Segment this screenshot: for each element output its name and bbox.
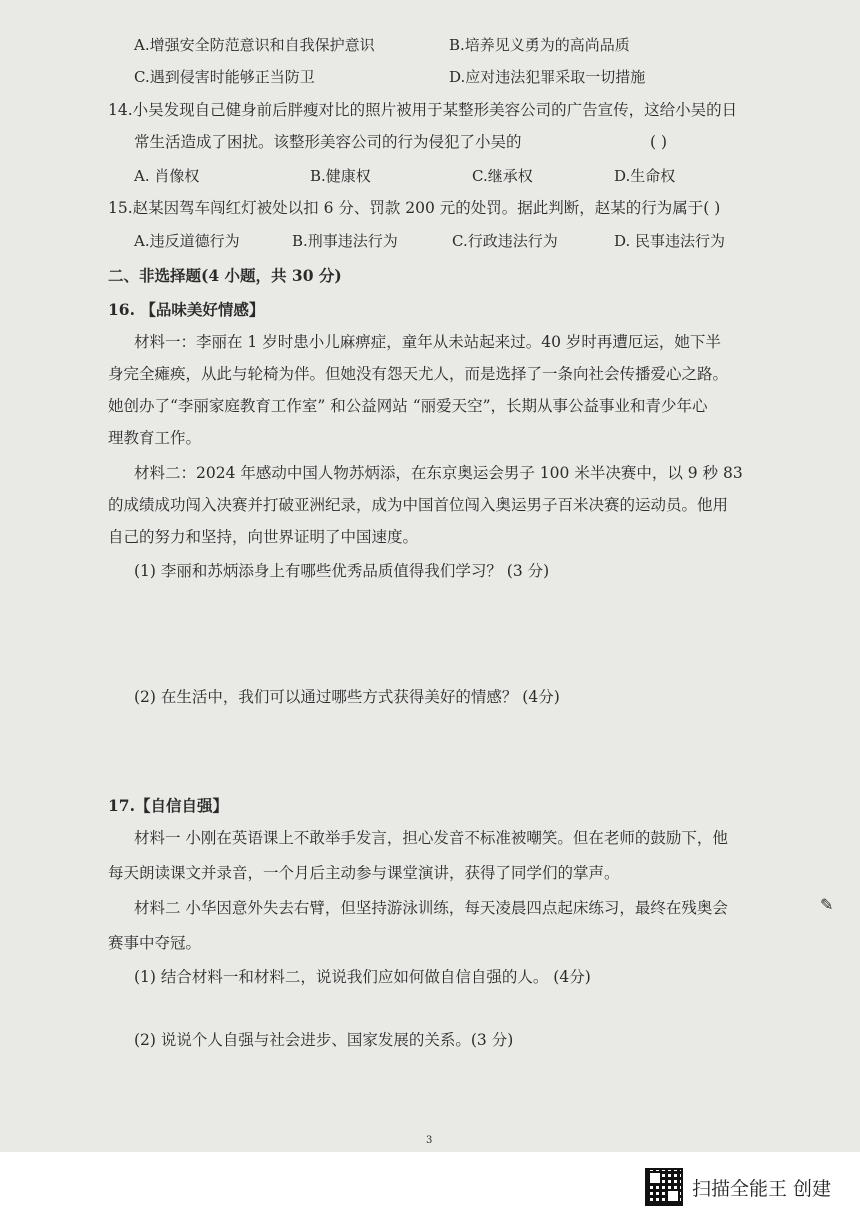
q13-option-a: A.增强安全防范意识和自我保护意识 xyxy=(134,36,375,54)
q16-material-2-line-3: 自己的努力和坚持，向世界证明了中国速度。 xyxy=(108,528,419,546)
q15-line-1: 15.赵某因驾车闯红灯被处以扣 6 分、罚款 200 元的处罚。据此判断，赵某的行为属于( ) xyxy=(108,199,721,217)
q14-line-1: 14.小吴发现自己健身前后胖瘦对比的照片被用于某整形美容公司的广告宣传，这给小吴的日 xyxy=(108,101,738,119)
q13-option-d: D.应对违法犯罪采取一切措施 xyxy=(449,68,646,86)
q16-material-2-line-1: 材料二：2024 年感动中国人物苏炳添，在东京奥运会男子 100 米半决赛中，以 9 秒 83 xyxy=(134,464,743,482)
scanner-footer xyxy=(0,1152,860,1217)
q14-line-2: 常生活造成了困扰。该整形美容公司的行为侵犯了小吴的 xyxy=(134,133,522,151)
q17-subquestion-2: (2) 说说个人自强与社会进步、国家发展的关系。(3 分) xyxy=(134,1031,514,1049)
q13-option-c: C.遇到侵害时能够正当防卫 xyxy=(134,68,315,86)
q17-heading: 17.【自信自强】 xyxy=(108,796,228,815)
q17-material-1-line-1: 材料一 小刚在英语课上不敢举手发言，担心发音不标准被嘲笑。但在老师的鼓励下，他 xyxy=(134,829,728,847)
q14-answer-blank: ( ) xyxy=(650,133,668,151)
q16-heading: 16. 【品味美好情感】 xyxy=(108,300,265,319)
q14-option-a: A. 肖像权 xyxy=(134,167,200,185)
q17-material-1-line-2: 每天朗读课文并录音，一个月后主动参与课堂演讲，获得了同学们的掌声。 xyxy=(108,864,620,882)
q15-option-c: C.行政违法行为 xyxy=(452,232,558,250)
q14-option-b: B.健康权 xyxy=(310,167,371,185)
q17-subquestion-1: (1) 结合材料一和材料二，说说我们应如何做自信自强的人。 (4分) xyxy=(134,968,591,986)
q16-material-1-line-2: 身完全瘫痪，从此与轮椅为伴。但她没有怨天尤人，而是选择了一条向社会传播爱心之路。 xyxy=(108,365,729,383)
q14-option-d: D.生命权 xyxy=(614,167,676,185)
section-2-title: 二、非选择题(4 小题，共 30 分) xyxy=(108,266,342,285)
q15-option-a: A.违反道德行为 xyxy=(134,232,240,250)
q16-material-1-line-4: 理教育工作。 xyxy=(108,429,202,447)
qr-code-icon xyxy=(645,1168,683,1206)
q16-subquestion-1: (1) 李丽和苏炳添身上有哪些优秀品质值得我们学习？ (3 分) xyxy=(134,562,550,580)
q16-subquestion-2: (2) 在生活中，我们可以通过哪些方式获得美好的情感？ (4分) xyxy=(134,688,560,706)
q15-option-b: B.刑事违法行为 xyxy=(292,232,398,250)
q14-option-c: C.继承权 xyxy=(472,167,533,185)
q15-option-d: D. 民事违法行为 xyxy=(614,232,726,250)
page-number: 3 xyxy=(426,1135,433,1146)
q13-option-b: B.培养见义勇为的高尚品质 xyxy=(449,36,630,54)
scanner-brand-label: 扫描全能王 创建 xyxy=(692,1178,832,1200)
pen-mark-icon: ✎ xyxy=(820,895,834,914)
q16-material-1-line-3: 她创办了“李丽家庭教育工作室” 和公益网站 “丽爱天空”，长期从事公益事业和青少年心 xyxy=(108,397,708,415)
q16-material-1-line-1: 材料一：李丽在 1 岁时患小儿麻痹症，童年从未站起来过。40 岁时再遭厄运，她下半 xyxy=(134,333,721,351)
q16-material-2-line-2: 的成绩成功闯入决赛并打破亚洲纪录，成为中国首位闯入奥运男子百米决赛的运动员。他用 xyxy=(108,496,729,514)
q17-material-2-line-1: 材料二 小华因意外失去右臂，但坚持游泳训练，每天凌晨四点起床练习，最终在残奥会 xyxy=(134,899,728,917)
q17-material-2-line-2: 赛事中夺冠。 xyxy=(108,934,202,952)
